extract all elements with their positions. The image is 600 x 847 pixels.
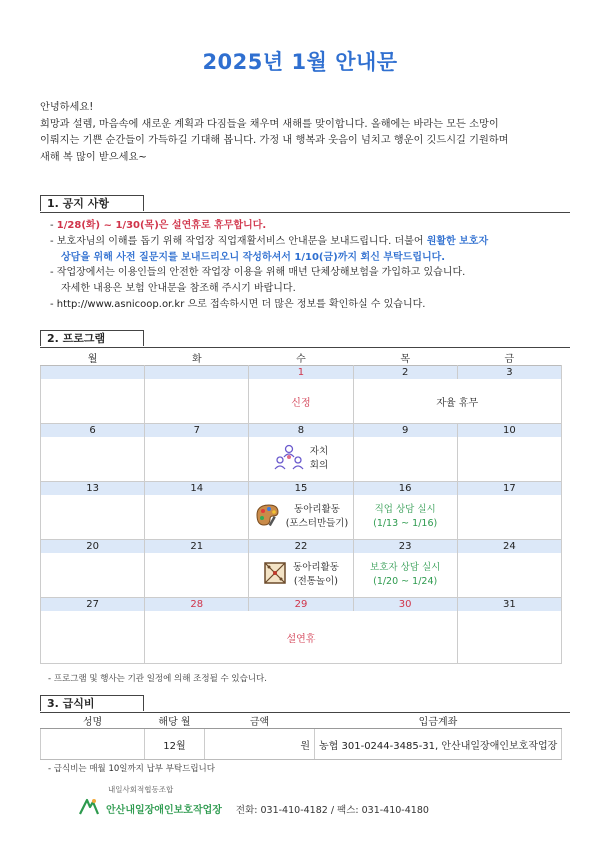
notice-highlight: 상담을 위해 사전 질문지를 보내드리오니 작성하셔서 1/10(금)까지 회신 부탁드립니다. [61, 251, 446, 263]
date-cell: 31 [457, 598, 561, 612]
date-cell: 30 [353, 598, 457, 612]
notice-item: - 작업장에서는 이용인들의 안전한 작업장 이용을 위해 매년 단체상해보험을 가입하고 있습니다. [50, 267, 466, 279]
event-line: 보호자 상담 실시 [370, 562, 441, 573]
event-line: 동아리활동 [293, 562, 339, 573]
event-label [310, 445, 328, 473]
fee-col-account: 입금계좌 [315, 713, 562, 729]
fee-col-name: 성명 [41, 713, 145, 729]
event-vocational-counseling [353, 495, 457, 540]
date-cell: 15 [249, 482, 353, 496]
event-club-poster [249, 495, 353, 540]
intro-line: 안녕하세요! [40, 102, 94, 113]
event-line: 회의 [309, 460, 329, 471]
calendar-week-events [41, 379, 562, 424]
page-title: 2025년 1월 안내문 [202, 50, 398, 74]
notice-list [50, 218, 570, 313]
fee-row [41, 729, 562, 760]
date-cell: 20 [41, 540, 145, 554]
section-divider [40, 212, 570, 213]
date-cell: 17 [457, 482, 561, 496]
day-tue: 화 [145, 350, 249, 366]
section-divider [40, 347, 570, 348]
meal-fee-table [40, 713, 562, 760]
section-meal-header [40, 695, 570, 713]
date-cell: 9 [353, 424, 457, 438]
calendar-week-dates [41, 540, 562, 554]
fee-col-month: 해당 월 [145, 713, 205, 729]
day-wed: 수 [249, 350, 353, 366]
calendar-week-dates [41, 482, 562, 496]
event-label [286, 503, 348, 531]
fee-month-cell: 12월 [145, 729, 205, 760]
date-cell: 28 [145, 598, 249, 612]
calendar-week-events [41, 437, 562, 482]
event-self-governing-meeting [249, 437, 353, 482]
contact-info: 전화: 031-410-4182 / 팩스: 031-410-4180 [235, 804, 429, 816]
date-cell: 1 [249, 366, 353, 380]
notice-highlight: 원활한 보호자 [426, 235, 489, 247]
notice-item-cont [50, 250, 570, 266]
notice-item: - 보호자님의 이해를 돕기 위해 작업장 직업재활서비스 안내문을 보내드립니다. 더불어 원활한 보호자 [50, 235, 489, 247]
intro-line: 새해 복 많이 받으세요~ [40, 151, 147, 163]
paint-palette-icon [254, 503, 280, 532]
program-calendar [40, 350, 562, 664]
notice-text: 자세한 내용은 보험 안내문을 참조해 주시기 바랍니다. [61, 283, 296, 295]
event-new-year: 신정 [249, 379, 353, 424]
fee-name-cell[interactable] [41, 729, 145, 760]
date-cell: 3 [457, 366, 561, 380]
people-meeting-icon [274, 443, 304, 476]
date-cell: 7 [145, 424, 249, 438]
event-lunar-new-year: 설연휴 [145, 611, 458, 664]
event-line: (1/13 ~ 1/16) [373, 518, 438, 529]
fee-header-row [41, 713, 562, 729]
event-line: (1/20 ~ 1/24) [373, 576, 438, 587]
coop-name: 내일사회적협동조합 [108, 785, 174, 794]
intro-line: 희망과 설렘, 마음속에 새로운 계획과 다짐들을 채우며 새해를 맞이합니다. 올해에는 바라는 모든 소망이 [40, 118, 499, 130]
calendar-week-events [41, 553, 562, 598]
event-club-traditional [249, 553, 353, 598]
organization-name: 안산내일장애인보호작업장 [106, 805, 222, 816]
website-link[interactable]: http://www.asnicoop.or.kr 으로 접속하시면 더 많은 정보를 확인하실 수 있습니다. [56, 298, 426, 310]
calendar-week-events [41, 495, 562, 540]
date-cell: 13 [41, 482, 145, 496]
date-cell: 29 [249, 598, 353, 612]
intro-paragraph [40, 100, 570, 166]
date-cell: 21 [145, 540, 249, 554]
event-line: 직업 상담 실시 [374, 504, 436, 515]
date-cell: 6 [41, 424, 145, 438]
notice-item: - http://www.asnicoop.or.kr 으로 접속하시면 더 많은 정보를 확인하실 수 있습니다. [50, 298, 426, 310]
date-cell: 10 [457, 424, 561, 438]
event-guardian-counseling [353, 553, 457, 598]
section-notice-header [40, 195, 570, 213]
day-thu: 목 [353, 350, 457, 366]
calendar-week-dates [41, 598, 562, 612]
notice-text: 작업장에서는 이용인들의 안전한 작업장 이용을 위해 매년 단체상해보험을 가입하고 있습니다. [56, 267, 466, 279]
organization-footer [78, 784, 429, 819]
section-heading: 3. 급식비 [40, 695, 144, 711]
day-fri: 금 [457, 350, 561, 366]
organization-logo-icon [78, 798, 100, 819]
calendar-day-header [41, 350, 562, 366]
notice-item: - 1/28(화) ~ 1/30(목)은 설연휴로 휴무합니다. [50, 220, 267, 231]
notice-item-cont [50, 281, 570, 297]
calendar-week-dates [41, 424, 562, 438]
event-line: 자치 [309, 446, 329, 457]
meal-note: - 급식비는 매월 10일까지 납부 부탁드립니다 [48, 764, 215, 774]
date-cell: 8 [249, 424, 353, 438]
fee-amount-unit: 원 [205, 729, 315, 760]
fee-col-amount: 금액 [205, 713, 315, 729]
program-note: - 프로그램 및 행사는 기관 일정에 의해 조정될 수 있습니다. [48, 674, 267, 684]
day-mon: 월 [41, 350, 145, 366]
intro-line: 이뤄지는 기쁜 순간들이 가득하길 기대해 봅니다. 가정 내 행복과 웃음이 넘치고 행운이 깃드시길 기원하며 [40, 135, 509, 146]
event-line: (포스터만들기) [285, 518, 349, 529]
calendar-week-events [41, 611, 562, 664]
section-program-header [40, 330, 570, 348]
date-cell: 24 [457, 540, 561, 554]
event-line: 동아리활동 [294, 504, 340, 515]
traditional-game-icon [263, 561, 287, 590]
section-heading: 2. 프로그램 [40, 330, 144, 346]
date-cell: 22 [249, 540, 353, 554]
date-cell: 23 [353, 540, 457, 554]
notice-text: 보호자님의 이해를 돕기 위해 작업장 직업재활서비스 안내문을 보내드립니다. 더불어 [56, 235, 427, 247]
event-free-holiday: 자율 휴무 [353, 379, 561, 424]
section-heading: 1. 공지 사항 [40, 195, 144, 211]
notice-holiday: 1/28(화) ~ 1/30(목)은 설연휴로 휴무합니다. [56, 220, 267, 231]
fee-account-cell: 농협 301-0244-3485-31, 안산내일장애인보호작업장 [315, 729, 562, 760]
event-line: (전통놀이) [293, 576, 339, 587]
date-cell: 16 [353, 482, 457, 496]
date-cell: 14 [145, 482, 249, 496]
date-cell: 2 [353, 366, 457, 380]
calendar-week-dates [41, 366, 562, 380]
date-cell: 27 [41, 598, 145, 612]
event-label [293, 561, 339, 589]
